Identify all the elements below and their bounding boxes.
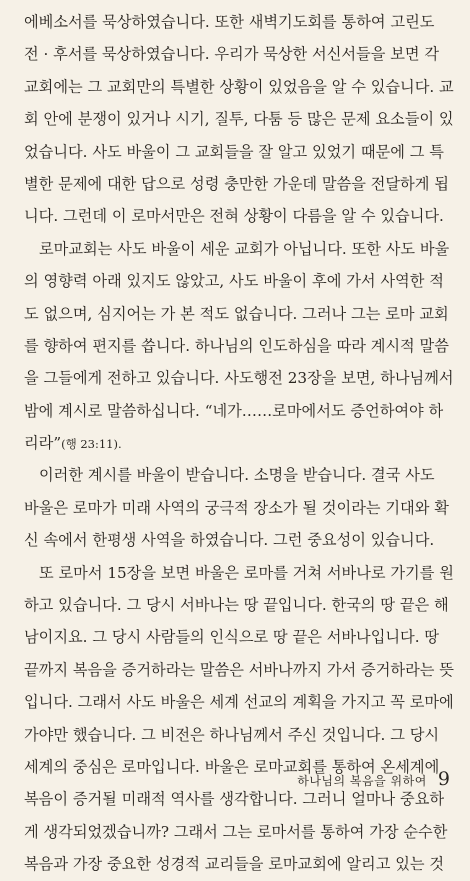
- text-line: 또 로마서 15장을 보면 바울은 로마를 거쳐 서바나로 가기를 원: [39, 563, 454, 582]
- text-line: 밤에 계시로 말씀하십니다. “네가……로마에서도 증언하여야 하: [24, 401, 444, 420]
- text-line: 를 향하여 편지를 씁니다. 하나님의 인도하심을 따라 계시적 말씀: [24, 336, 449, 355]
- text-line: 니다. 그런데 이 로마서만은 전혀 상황이 다름을 알 수 있습니다.: [24, 207, 444, 226]
- text-line: 세계의 중심은 로마입니다. 바울은 로마교회를 통하여 온세계에: [24, 757, 440, 776]
- text-line: 을 그들에게 전하고 있습니다. 사도행전 23장을 보면, 하나님께서: [24, 369, 454, 388]
- text-line: 입니다. 그래서 사도 바울은 세계 선교의 계획을 가지고 꼭 로마에: [24, 693, 454, 712]
- text-line: 바울은 로마가 미래 사역의 궁극적 장소가 될 것이라는 기대와 확: [24, 498, 449, 517]
- text-line: 었습니다. 사도 바울이 그 교회들을 잘 알고 있었기 때문에 그 특: [24, 142, 444, 161]
- text-line: 전 · 후서를 묵상하였습니다. 우리가 묵상한 서신서들을 보면 각: [24, 45, 440, 64]
- text-line: 에베소서를 묵상하였습니다. 또한 새벽기도회를 통하여 고린도: [24, 13, 435, 31]
- quote-end: 리라”: [24, 434, 62, 453]
- text-line: 별한 문제에 대한 답으로 성령 충만한 가운데 말씀을 전달하게 됩: [24, 174, 449, 193]
- text-line: 회 안에 분쟁이 있거나 시기, 질투, 다툼 등 많은 문제 요소들이 있: [24, 110, 454, 129]
- text-line: 복음이 증거될 미래적 역사를 생각합니다. 그러니 얼마나 중요하: [24, 790, 445, 809]
- text-line: 끝까지 복음을 증거하라는 말씀은 서바나까지 가서 증거하라는 뜻: [24, 660, 454, 679]
- text-line: 하고 있습니다. 그 당시 서바나는 땅 끝입니다. 한국의 땅 끝은 해: [24, 596, 449, 615]
- text-line: 이러한 계시를 바울이 받습니다. 소명을 받습니다. 결국 사도: [39, 466, 435, 485]
- text-line: 로마교회는 사도 바울이 세운 교회가 아닙니다. 또한 사도 바울: [39, 239, 450, 258]
- page-number: 9: [437, 768, 450, 790]
- text-line: 남이지요. 그 당시 사람들의 인식으로 땅 끝은 서바나입니다. 땅: [24, 628, 440, 647]
- body-text: [24, 6, 456, 881]
- text-line: 가야만 했습니다. 그 비전은 하나님께서 주신 것입니다. 그 당시: [24, 725, 440, 744]
- text-line: 신 속에서 한평생 사역을 하였습니다. 그런 중요성이 있습니다.: [24, 531, 435, 550]
- text-line: 의 영향력 아래 있지도 않았고, 사도 바울이 후에 가서 사역한 적: [24, 272, 444, 291]
- text-line-with-reference: [24, 427, 456, 459]
- scripture-reference: (행 23:11).: [61, 437, 122, 452]
- text-line: 복음과 가장 중요한 성경적 교리들을 로마교회에 알리고 있는 것: [24, 855, 445, 874]
- page-footer: [297, 768, 450, 790]
- text-line: 게 생각되었겠습니까? 그래서 그는 로마서를 통하여 가장 순수한: [24, 822, 448, 841]
- text-line: 도 없으며, 심지어는 가 본 적도 없습니다. 그러나 그는 로마 교회: [24, 304, 449, 323]
- running-title: 하나님의 복음을 위하여: [297, 774, 427, 788]
- text-line: 교회에는 그 교회만의 특별한 상황이 있었음을 알 수 있습니다. 교: [24, 77, 454, 96]
